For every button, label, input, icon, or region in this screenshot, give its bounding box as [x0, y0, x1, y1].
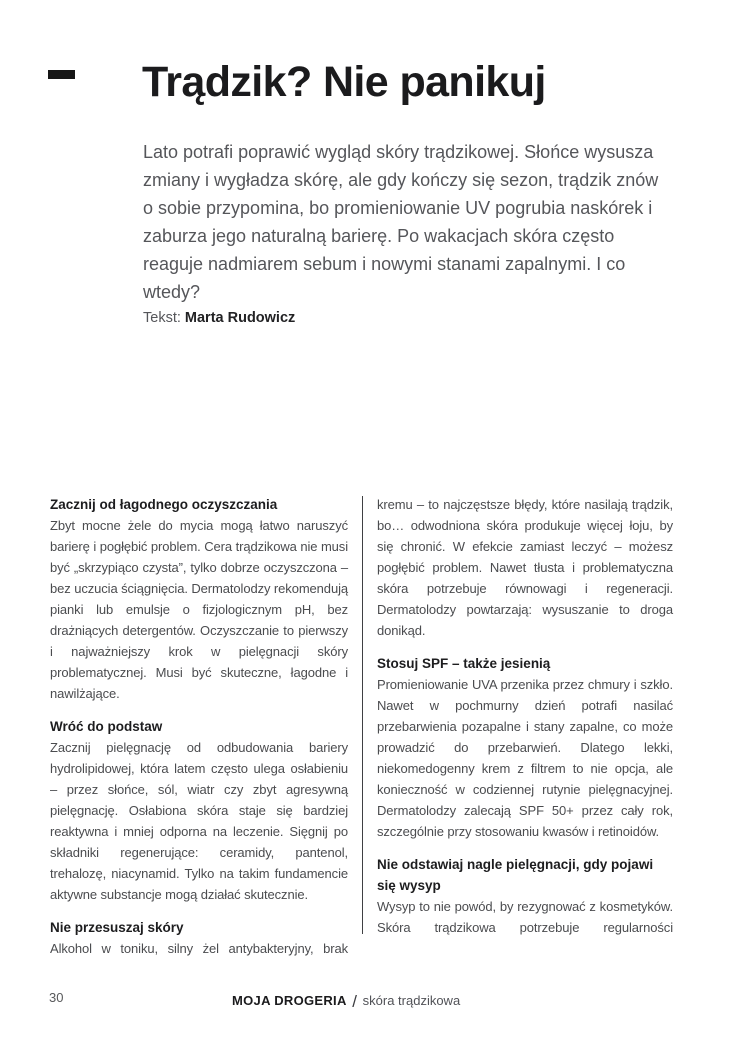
footer-slash: /: [352, 992, 358, 1011]
section-heading: Nie odstawiaj nagle pielęgnacji, gdy pojawi się wysyp: [377, 857, 654, 893]
byline: [143, 310, 295, 326]
footer-section-name: skóra trądzikowa: [362, 993, 461, 1008]
article-section: [50, 716, 348, 905]
publication-name: MOJA DROGERIA: [232, 993, 347, 1008]
byline-author: Marta Rudowicz: [184, 310, 296, 326]
section-paragraph: Promieniowanie UVA przenika przez chmury i szkło. Nawet w pochmurny dzień potrafi nasilać przebarwienia pozapalne i stany zapalne, co może prowadzić do przebarwień. Dlatego lekki, niekomedogenny krem z filtrem to nie opcja, ale konieczność w codziennej rutynie pielęgnacyjnej. Dermatolodzy zalecają SPF 50+ przez cały rok, szczególnie przy stosowaniu kwasów i retinoidów.: [377, 677, 673, 839]
section-heading: Nie przesuszaj skóry: [50, 920, 184, 935]
article-title: Trądzik? Nie panikuj: [142, 58, 546, 106]
article-section: [377, 653, 673, 842]
article-section: [50, 494, 348, 704]
article-section: [377, 854, 673, 938]
section-paragraph: Alkohol w toniku, silny żel antybakteryjny, brak: [50, 941, 348, 956]
left-column: [50, 494, 348, 959]
article-section: [377, 494, 673, 641]
section-heading: Stosuj SPF – także jesienią: [377, 656, 551, 671]
section-paragraph: Zbyt mocne żele do mycia mogą łatwo naruszyć barierę i pogłębić problem. Cera trądzikowa nie musi być „skrzypiąco czysta”, tylko dobrze oczyszczona – bez uczucia ściągnięcia. Dermatolodzy rekomendują pianki lub emulsje o fizjologicznym pH, bez drażniących detergentów. Oczyszczanie to pierwszy i najważniejszy krok w pielęgnacji skóry problematycznej. Musi być skuteczne, łagodne i nawilżające.: [50, 518, 348, 701]
section-heading: Wróć do podstaw: [50, 719, 163, 734]
title-dash-mark: [48, 70, 75, 79]
column-divider: [362, 496, 363, 934]
footer-publication-line: [232, 992, 460, 1012]
article-intro: Lato potrafi poprawić wygląd skóry trądzikowej. Słońce wysusza zmiany i wygładza skórę, ale gdy kończy się sezon, trądzik znów o sobie przypomina, bo promieniowanie UV pogrubia naskórek i zaburza jego naturalną barierę. Po wakacjach skóra często reaguje nadmiarem sebum i nowymi stanami zapalnymi. I co wtedy?: [143, 142, 659, 302]
section-paragraph: Zacznij pielęgnację od odbudowania bariery hydrolipidowej, która latem często ulega osłabieniu – przez słońce, sól, wiatr czy zbyt agresywną pielęgnację. Osłabiona skóra staje się bardziej reaktywna i mniej odporna na leczenie. Sięgnij po składniki regenerujące: ceramidy, pantenol, trehalozę, niacynamid. Tylko na takim fundamencie aktywne substancje mogą działać skutecznie.: [50, 740, 348, 902]
byline-label: Tekst:: [143, 310, 181, 326]
article-columns: [50, 494, 674, 959]
section-paragraph: Wysyp to nie powód, by rezygnować z kosmetyków. Skóra trądzikowa potrzebuje regularności: [377, 899, 673, 935]
right-column: [377, 494, 673, 938]
page-number: 30: [49, 990, 64, 1005]
section-heading: Zacznij od łagodnego oczyszczania: [50, 497, 278, 512]
article-section: [50, 917, 348, 959]
section-paragraph: kremu – to najczęstsze błędy, które nasilają trądzik, bo… odwodniona skóra produkuje więcej łoju, by się chronić. W efekcie zamiast leczyć – możesz pogłębić problem. Nawet tłusta i problematyczna skóra potrzebuje równowagi i regeneracji. Dermatolodzy powtarzają: wysuszanie to droga donikąd.: [377, 497, 673, 638]
